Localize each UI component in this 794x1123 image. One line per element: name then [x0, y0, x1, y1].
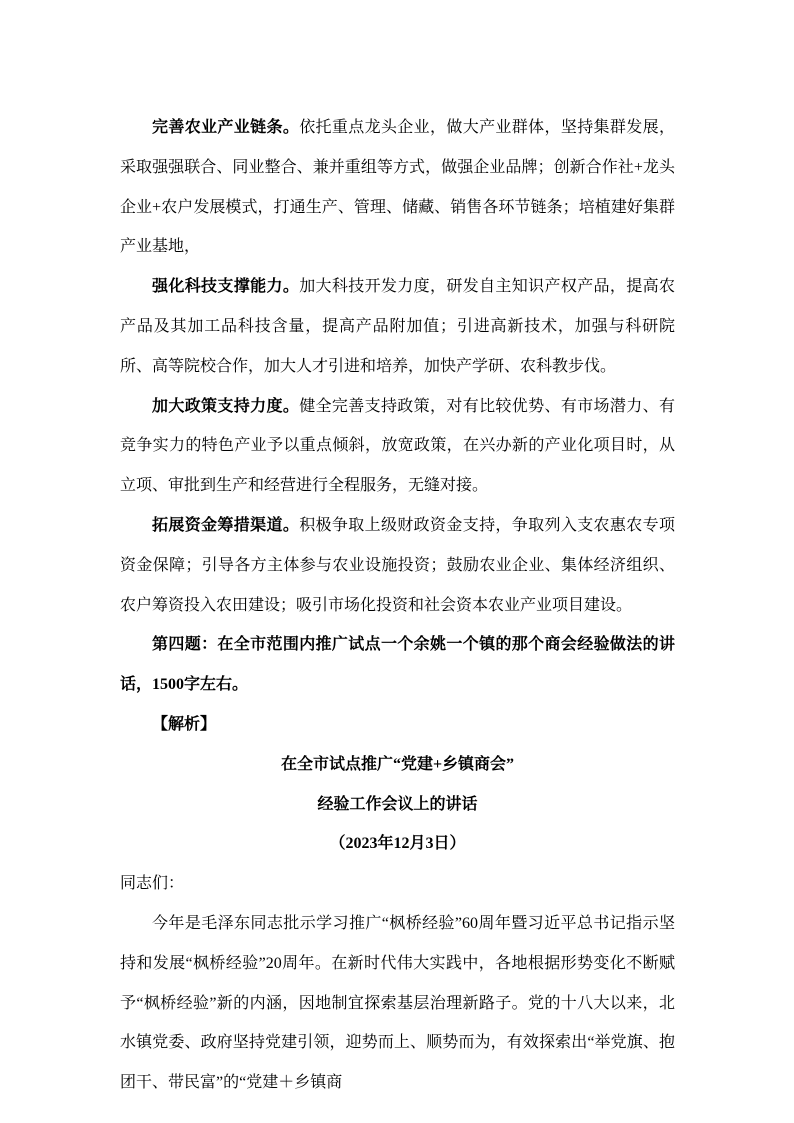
document-heading	[120, 785, 675, 825]
document-body	[120, 108, 675, 1103]
text-run-bold: 经验工作会议上的讲话	[317, 795, 478, 813]
text-run-bold: 拓展资金筹措渠道。	[152, 516, 300, 534]
document-paragraph	[120, 506, 675, 625]
document-paragraph	[120, 267, 675, 386]
document-heading	[120, 745, 675, 785]
document-paragraph	[120, 108, 675, 267]
text-run: 依托重点龙头企业，做大产业群体，坚持集群发展，采取强强联合、同业整合、兼并重组等方式，做强企业品牌；创新合作社+龙头企业+农户发展模式，打通生产、管理、储藏、销售各环节链条；培植建好集群产业基地，	[120, 119, 675, 256]
document-paragraph	[120, 705, 675, 745]
document-paragraph	[120, 864, 675, 904]
document-paragraph	[120, 625, 675, 705]
text-run-bold: 加大政策支持力度。	[152, 397, 300, 415]
document-paragraph	[120, 904, 675, 1103]
text-run-bold: （2023年12月3日）	[329, 835, 466, 853]
text-run: 健全完善支持政策，对有比较优势、有市场潜力、有竞争实力的特色产业予以重点倾斜，放宽政策，在兴办新的产业化项目时，从立项、审批到生产和经营进行全程服务，无缝对接。	[120, 397, 675, 495]
text-run-bold: 强化科技支撑能力。	[152, 278, 300, 296]
text-run: 同志们：	[120, 875, 185, 893]
document-heading	[120, 824, 675, 864]
text-run: 今年是毛泽东同志批示学习推广“枫桥经验”60周年暨习近平总书记指示坚持和发展“枫桥经验”20周年。在新时代伟大实践中，各地根据形势变化不断赋予“枫桥经验”新的内涵，因地制宜探索基层治理新路子。党的十八大以来，北水镇党委、政府坚持党建引领，迎势而上、顺势而为，有效探索出“举党旗、抱团干、带民富”的“党建＋乡镇商	[120, 914, 675, 1092]
text-run-bold: 在全市试点推广“党建+乡镇商会”	[280, 755, 515, 773]
text-run-bold: 第四题：在全市范围内推广试点一个余姚一个镇的那个商会经验做法的讲话，1500字左右。	[120, 636, 675, 694]
text-run: 加大科技开发力度，研发自主知识产权产品，提高农产品及其加工品科技含量，提高产品附加值；引进高新技术，加强与科研院所、高等院校合作，加大人才引进和培养，加快产学研、农科教步伐。	[120, 278, 675, 375]
document-paragraph	[120, 387, 675, 506]
text-run-bold: 【解析】	[152, 715, 217, 733]
text-run-bold: 完善农业产业链条。	[152, 119, 300, 136]
text-run: 积极争取上级财政资金支持，争取列入支农惠农专项资金保障；引导各方主体参与农业设施投资；鼓励农业企业、集体经济组织、农户筹资投入农田建设；吸引市场化投资和社会资本农业产业项目建设。	[120, 516, 675, 614]
